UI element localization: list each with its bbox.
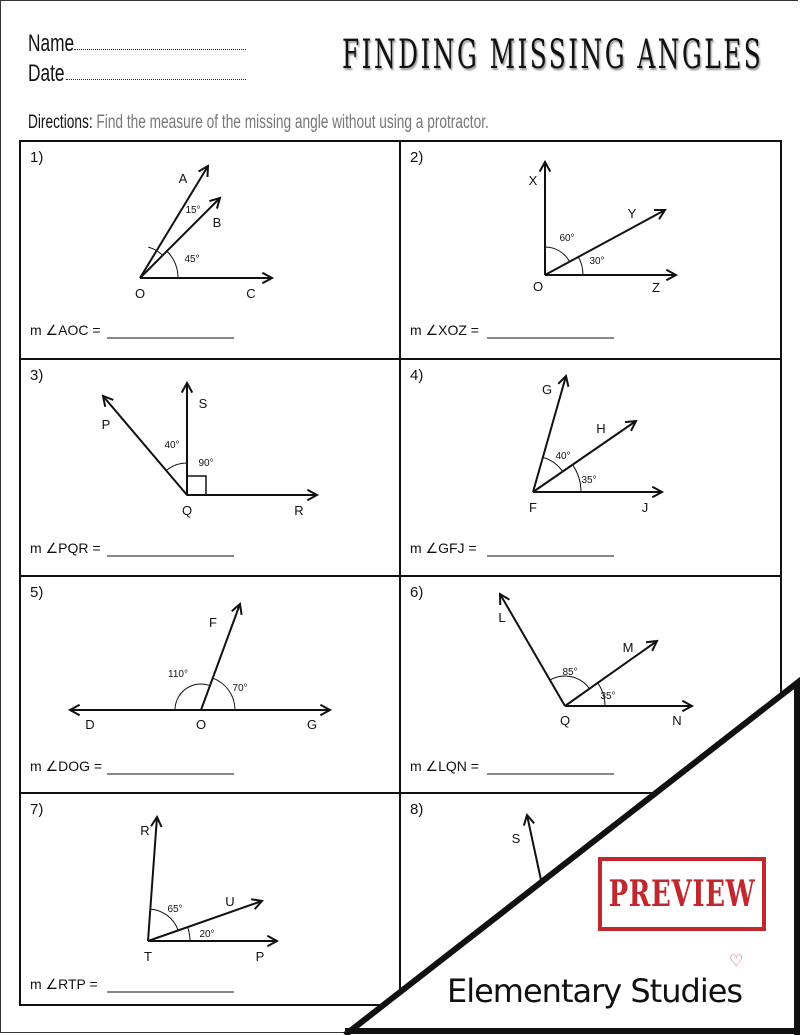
date-label: Date xyxy=(28,60,65,87)
ray-f xyxy=(201,604,240,710)
preview-stamp xyxy=(598,857,766,931)
angle-measure: 35° xyxy=(600,691,616,702)
point-label-f: F xyxy=(209,615,217,630)
angle-measure: 20° xyxy=(199,929,215,940)
angle-measure: 110° xyxy=(168,669,188,680)
point-label-s: S xyxy=(198,396,208,411)
angle-measure: 45° xyxy=(184,254,200,265)
point-label-o: O xyxy=(195,717,207,732)
angle-measure: 40° xyxy=(555,451,571,462)
angle-measure: 15° xyxy=(185,205,201,216)
problem-number: 8) xyxy=(410,801,424,818)
angle-arc xyxy=(578,256,583,275)
point-label-r: R xyxy=(294,503,304,518)
angle-arc xyxy=(175,684,210,710)
problem-number: 2) xyxy=(410,149,424,166)
point-label-f: F xyxy=(529,500,537,515)
point-label-n: N xyxy=(672,713,682,728)
directions-text: Find the measure of the missing angle without using a protractor. xyxy=(96,112,489,133)
point-label-h: H xyxy=(596,421,606,436)
ray-b xyxy=(140,198,220,278)
point-label-p: P xyxy=(255,949,265,964)
point-label-u: U xyxy=(225,894,235,909)
point-label-x: X xyxy=(528,173,538,188)
point-label-d: D xyxy=(85,717,95,732)
point-label-y: Y xyxy=(627,206,637,221)
angle-measure: 40° xyxy=(164,440,180,451)
angle-measure: 90° xyxy=(198,458,214,469)
name-label: Name xyxy=(28,30,75,57)
angle-arc xyxy=(187,927,190,941)
problem-number: 5) xyxy=(30,584,44,601)
ray-s xyxy=(527,815,541,880)
problem-number: 3) xyxy=(30,367,44,384)
point-label-c: C xyxy=(246,286,256,301)
angle-arc xyxy=(572,464,581,492)
point-label-j: J xyxy=(641,500,649,515)
angle-measure: 30° xyxy=(589,256,605,267)
angle-arc xyxy=(166,463,187,470)
angle-measure: 70° xyxy=(232,683,248,694)
point-label-g: G xyxy=(306,717,318,732)
problem-number: 6) xyxy=(410,584,424,601)
angle-measure: 85° xyxy=(562,667,578,678)
point-label-o: O xyxy=(532,279,544,294)
answer-prompt: m ∠RTP = xyxy=(30,976,98,992)
point-label-r: R xyxy=(140,823,150,838)
point-label-q: Q xyxy=(559,713,571,728)
answer-prompt: m ∠LQN = xyxy=(410,758,479,774)
point-label-o: O xyxy=(134,286,146,301)
answer-prompt: m ∠PQR = xyxy=(30,540,101,556)
preview-stamp-text: PREVIEW xyxy=(608,873,756,915)
angle-measure: 60° xyxy=(559,233,575,244)
angle-measure: 35° xyxy=(581,475,597,486)
point-label-b: B xyxy=(212,215,222,230)
point-label-g: G xyxy=(541,382,553,397)
point-label-l: L xyxy=(498,610,506,625)
directions-label: Directions: xyxy=(28,112,93,133)
answer-prompt: m ∠GFJ = xyxy=(410,540,477,556)
point-label-s: S xyxy=(511,831,521,846)
answer-prompt: m ∠DOG = xyxy=(30,758,103,774)
angle-arc xyxy=(545,247,569,261)
answer-prompt: m ∠AOC = xyxy=(30,322,101,338)
point-label-t: T xyxy=(144,949,152,964)
brand-logo: Elementary Studies xyxy=(447,972,743,1010)
problem-number: 1) xyxy=(30,149,44,166)
point-label-p: P xyxy=(101,417,111,432)
point-label-m: M xyxy=(622,640,634,655)
problem-number: 7) xyxy=(30,801,44,818)
page-title: FINDING MISSING ANGLES xyxy=(342,32,764,78)
point-label-a: A xyxy=(178,171,188,186)
heart-icon: ♡ xyxy=(729,953,744,970)
problem-number: 4) xyxy=(410,367,424,384)
angle-arc xyxy=(167,251,178,278)
angle-measure: 65° xyxy=(167,904,183,915)
point-label-z: Z xyxy=(652,280,660,295)
right-angle-mark xyxy=(187,476,206,495)
ray-l xyxy=(500,594,565,706)
answer-prompt: m ∠XOZ = xyxy=(410,322,479,338)
point-label-q: Q xyxy=(181,503,193,518)
